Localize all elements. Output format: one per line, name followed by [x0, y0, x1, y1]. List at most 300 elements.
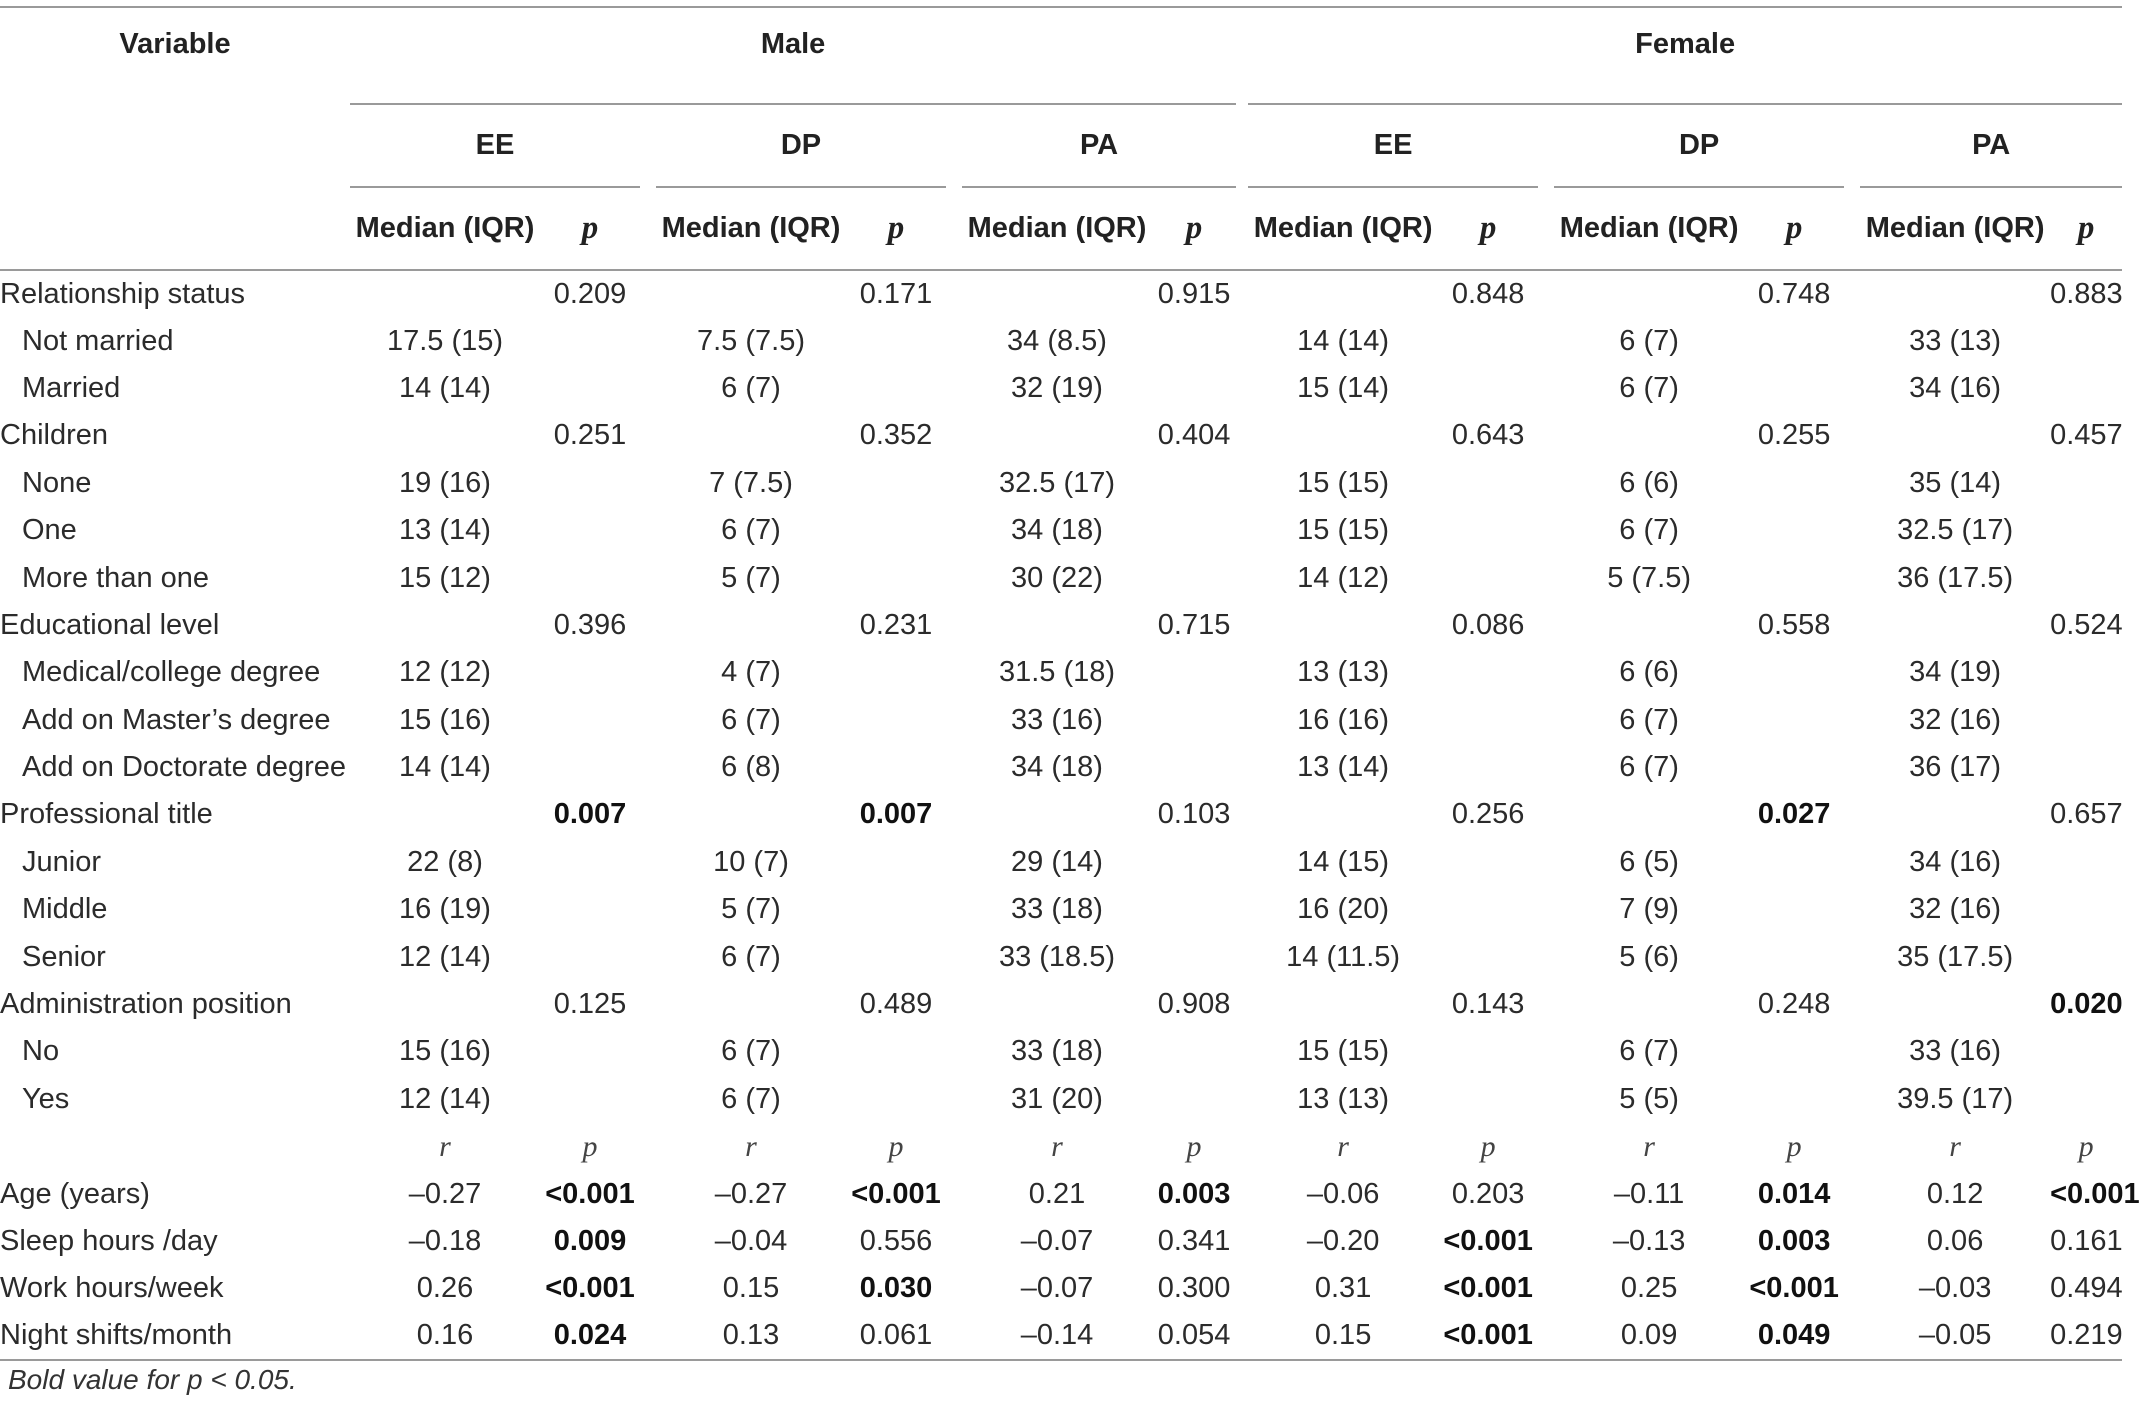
column-gap [1844, 412, 1860, 459]
column-gap [1538, 1123, 1554, 1170]
header-median-iqr: Median (IQR) [656, 187, 846, 270]
median-iqr-cell: 33 (18) [1011, 893, 1103, 926]
header-p: p [1186, 1129, 1202, 1163]
column-gap [946, 886, 962, 933]
header-r: r [1643, 1129, 1655, 1163]
column-gap [946, 1313, 962, 1360]
median-iqr-cell: 33 (13) [1909, 324, 2002, 357]
median-iqr-cell: 32 (16) [1909, 703, 2002, 736]
median-iqr-cell: 13 (13) [1297, 1082, 1390, 1115]
column-gap [1236, 460, 1248, 507]
median-iqr-cell: 15 (16) [399, 703, 491, 736]
column-gap [946, 1076, 962, 1123]
p-value-cell: 0.396 [553, 608, 627, 641]
median-iqr-cell: 34 (16) [1909, 845, 2002, 878]
column-gap [1538, 1076, 1554, 1123]
median-iqr-cell: 35 (17.5) [1897, 940, 2014, 973]
median-iqr-cell: 16 (19) [399, 893, 491, 926]
p-value-cell: 0.341 [1157, 1225, 1231, 1257]
column-gap [946, 1170, 962, 1217]
p-value-cell: 0.256 [1451, 798, 1525, 831]
median-iqr-cell: 29 (14) [1011, 845, 1103, 878]
median-iqr-cell: 33 (18) [1011, 1035, 1103, 1068]
row-sublabel: Yes [22, 1082, 70, 1115]
median-iqr-cell: 36 (17) [1909, 751, 2002, 784]
p-value-cell: 0.054 [1152, 1313, 1236, 1360]
median-iqr-cell [1248, 602, 1438, 649]
header-p: p [582, 1129, 598, 1163]
column-gap [640, 981, 656, 1028]
table-row [0, 270, 2122, 317]
p-value-cell [846, 554, 946, 601]
column-gap [1844, 554, 1860, 601]
p-value-cell [540, 460, 640, 507]
p-value-cell [2050, 886, 2122, 933]
p-value-cell: 0.209 [553, 277, 627, 310]
header-p: p [1744, 187, 1844, 270]
column-gap [1538, 602, 1554, 649]
p-value-cell [1152, 507, 1236, 554]
column-gap [1538, 791, 1554, 838]
median-iqr-cell: 15 (12) [399, 561, 491, 594]
burnout-stratified-table [0, 8, 2140, 1361]
p-value-cell: 0.003 [1757, 1225, 1831, 1257]
column-gap [946, 365, 962, 412]
p-value-cell: 0.558 [1757, 608, 1831, 641]
column-gap [640, 1028, 656, 1075]
column-gap [1538, 1265, 1554, 1312]
median-iqr-cell: 7.5 (7.5) [697, 324, 805, 357]
correlation-r-cell: –0.05 [1860, 1313, 2050, 1360]
correlation-r-cell: –0.18 [408, 1225, 482, 1257]
row-category-label: Relationship status [0, 277, 246, 310]
p-value-cell [540, 933, 640, 980]
table-footnote: Bold value for p < 0.05. [8, 1364, 297, 1395]
column-gap [1538, 1313, 1554, 1360]
row-sublabel: Senior [22, 940, 106, 973]
p-value-cell [540, 1076, 640, 1123]
p-value-cell: 0.748 [1757, 277, 1831, 310]
correlation-r-cell: –0.27 [714, 1177, 788, 1210]
column-gap [946, 933, 962, 980]
table-row [0, 791, 2122, 838]
table-row [0, 412, 2122, 459]
correlation-r-cell: –0.27 [408, 1177, 482, 1210]
column-gap [1236, 412, 1248, 459]
correlation-r-cell: –0.07 [1020, 1225, 1094, 1257]
p-value-cell: <0.001 [1443, 1272, 1533, 1305]
p-value-cell: 0.248 [1757, 988, 1831, 1021]
column-gap [1236, 602, 1248, 649]
column-gap [1844, 933, 1860, 980]
median-iqr-cell [656, 981, 846, 1028]
median-iqr-cell: 32 (19) [1011, 371, 1103, 404]
column-gap [1844, 839, 1860, 886]
median-iqr-cell: 6 (7) [1619, 324, 1679, 357]
column-gap [946, 507, 962, 554]
p-value-cell [846, 886, 946, 933]
median-iqr-cell: 35 (14) [1909, 466, 2002, 499]
column-gap [946, 791, 962, 838]
correlation-r-cell: –0.14 [962, 1313, 1152, 1360]
median-iqr-cell [350, 791, 540, 838]
column-gap [1538, 649, 1554, 696]
p-value-cell [1438, 365, 1538, 412]
median-iqr-cell [1248, 412, 1438, 459]
column-gap [640, 1218, 656, 1265]
median-iqr-cell [1248, 270, 1438, 317]
p-value-cell: 0.024 [540, 1313, 640, 1360]
p-value-cell: <0.001 [1438, 1313, 1538, 1360]
column-gap [640, 697, 656, 744]
median-iqr-cell [962, 270, 1152, 317]
p-value-cell [1152, 317, 1236, 364]
header-p: p [1438, 187, 1538, 270]
column-gap [1844, 744, 1860, 791]
median-iqr-cell [1860, 412, 2050, 459]
column-gap [946, 317, 962, 364]
p-value-cell [1438, 1076, 1538, 1123]
median-iqr-cell: 6 (6) [1619, 656, 1679, 689]
p-value-cell [1152, 839, 1236, 886]
p-value-cell: 0.020 [2050, 988, 2123, 1021]
p-value-cell: 0.494 [2050, 1272, 2123, 1305]
median-iqr-cell: 32 (16) [1909, 893, 2002, 926]
row-category-label: Age (years) [0, 1177, 150, 1210]
median-iqr-cell: 15 (14) [1297, 371, 1390, 404]
correlation-r-cell: 0.31 [1314, 1272, 1372, 1305]
column-gap [946, 1123, 962, 1170]
p-value-cell [2050, 933, 2122, 980]
row-category-label [0, 1123, 350, 1170]
column-gap [640, 317, 656, 364]
median-iqr-cell: 6 (6) [1619, 466, 1679, 499]
median-iqr-cell: 16 (20) [1297, 893, 1390, 926]
median-iqr-cell: 6 (7) [721, 514, 781, 547]
column-gap [946, 981, 962, 1028]
p-value-cell [2050, 365, 2122, 412]
header-measure-male-dp: DP [656, 104, 946, 187]
median-iqr-cell: 34 (16) [1909, 371, 2002, 404]
p-value-cell [846, 507, 946, 554]
median-iqr-cell [350, 602, 540, 649]
column-gap [1236, 839, 1248, 886]
column-gap [1538, 412, 1554, 459]
table-row [0, 1265, 2122, 1312]
median-iqr-cell: 6 (7) [721, 371, 781, 404]
correlation-r-cell: 0.15 [1248, 1313, 1438, 1360]
table-row [0, 1028, 2122, 1075]
p-value-cell [846, 1076, 946, 1123]
correlation-r-cell: 0.15 [722, 1272, 780, 1305]
header-r: r [745, 1129, 757, 1163]
median-iqr-cell: 32.5 (17) [998, 466, 1116, 499]
median-iqr-cell [656, 602, 846, 649]
row-sublabel: No [22, 1035, 60, 1068]
p-value-cell [1744, 744, 1844, 791]
table-row [0, 1313, 2122, 1360]
p-value-cell [1152, 649, 1236, 696]
median-iqr-cell [962, 602, 1152, 649]
median-iqr-cell [1248, 981, 1438, 1028]
p-value-cell [1744, 1076, 1844, 1123]
header-p: p [1152, 187, 1236, 270]
header-p: p [1786, 1129, 1802, 1163]
median-iqr-cell: 13 (14) [1297, 751, 1390, 784]
median-iqr-cell: 33 (18.5) [998, 940, 1116, 973]
correlation-r-cell: –0.06 [1306, 1177, 1380, 1210]
p-value-cell [1152, 1076, 1236, 1123]
p-value-cell: <0.001 [545, 1177, 635, 1210]
median-iqr-cell: 16 (16) [1297, 703, 1390, 736]
column-gap [640, 1313, 656, 1360]
median-iqr-cell: 32.5 (17) [1897, 514, 2014, 547]
median-iqr-cell: 17.5 (15) [386, 324, 504, 357]
median-iqr-cell [1248, 791, 1438, 838]
column-gap [1236, 981, 1248, 1028]
median-iqr-cell: 12 (14) [399, 940, 491, 973]
header-measure-male-ee: EE [350, 104, 640, 187]
header-variable: Variable [119, 28, 231, 60]
column-gap [1236, 791, 1248, 838]
column-gap [1236, 1313, 1248, 1360]
table-row [0, 744, 2122, 791]
median-iqr-cell: 14 (14) [399, 371, 491, 404]
p-value-cell: 0.027 [1757, 798, 1831, 831]
p-value-cell: 0.848 [1451, 277, 1525, 310]
column-gap [1236, 365, 1248, 412]
median-iqr-cell: 6 (7) [1619, 751, 1679, 784]
median-iqr-cell [1554, 412, 1744, 459]
median-iqr-cell [1554, 791, 1744, 838]
table-row [0, 1076, 2122, 1123]
p-value-cell: 0.007 [859, 798, 933, 831]
p-value-cell [2050, 744, 2122, 791]
p-value-cell: <0.001 [1443, 1225, 1533, 1257]
column-gap [1844, 507, 1860, 554]
p-value-cell [1438, 697, 1538, 744]
p-value-cell: 0.352 [859, 419, 933, 452]
median-iqr-cell: 14 (14) [1297, 324, 1390, 357]
median-iqr-cell: 14 (14) [399, 751, 491, 784]
median-iqr-cell [1554, 270, 1744, 317]
p-value-cell [1152, 886, 1236, 933]
row-sublabel: None [22, 466, 92, 499]
p-value-cell [1744, 460, 1844, 507]
median-iqr-cell: 34 (18) [1011, 514, 1103, 547]
column-gap [1538, 1218, 1554, 1265]
correlation-r-cell: 0.09 [1554, 1313, 1744, 1360]
p-value-cell: 0.203 [1451, 1177, 1525, 1210]
header-median-iqr: Median (IQR) [1860, 187, 2050, 270]
p-value-cell [2050, 554, 2122, 601]
median-iqr-cell: 22 (8) [407, 845, 483, 878]
column-gap [1538, 839, 1554, 886]
p-value-cell: 0.657 [2050, 798, 2123, 831]
median-iqr-cell [1860, 981, 2050, 1028]
p-value-cell: 0.883 [2050, 277, 2123, 310]
p-value-cell [1438, 460, 1538, 507]
row-sublabel: Junior [22, 845, 101, 878]
column-gap [640, 791, 656, 838]
column-gap [640, 1170, 656, 1217]
median-iqr-cell [656, 791, 846, 838]
table-row [0, 886, 2122, 933]
column-gap [1538, 317, 1554, 364]
median-iqr-cell: 5 (5) [1619, 1082, 1679, 1115]
p-value-cell: <0.001 [2050, 1177, 2140, 1210]
correlation-r-cell: 0.21 [1028, 1177, 1086, 1210]
column-gap [1538, 1170, 1554, 1217]
column-gap [1844, 1076, 1860, 1123]
p-value-cell [1438, 1028, 1538, 1075]
row-sublabel: Married [22, 371, 121, 404]
column-gap [1844, 649, 1860, 696]
correlation-r-cell: 0.25 [1620, 1272, 1678, 1305]
column-gap [1236, 649, 1248, 696]
median-iqr-cell: 36 (17.5) [1897, 561, 2014, 594]
column-gap [1844, 1123, 1860, 1170]
column-gap [1236, 744, 1248, 791]
p-value-cell [1438, 933, 1538, 980]
p-value-cell [1744, 317, 1844, 364]
column-gap [1844, 270, 1860, 317]
p-value-cell: 0.643 [1451, 419, 1525, 452]
column-gap [640, 507, 656, 554]
column-gap [1236, 507, 1248, 554]
median-iqr-cell: 34 (19) [1909, 656, 2002, 689]
p-value-cell [1744, 1028, 1844, 1075]
p-value-cell: 0.255 [1757, 419, 1831, 452]
p-value-cell [1438, 886, 1538, 933]
column-gap [1236, 1076, 1248, 1123]
column-gap [946, 697, 962, 744]
table-row [0, 1170, 2122, 1217]
header-r: r [1051, 1129, 1063, 1163]
p-value-cell [1744, 507, 1844, 554]
median-iqr-cell: 6 (7) [1619, 1035, 1679, 1068]
p-value-cell: 0.231 [859, 608, 933, 641]
median-iqr-cell: 12 (14) [399, 1082, 491, 1115]
p-value-cell: 0.915 [1157, 277, 1231, 310]
p-value-cell [1438, 507, 1538, 554]
row-sublabel: Add on Master’s degree [22, 703, 331, 736]
column-gap [946, 270, 962, 317]
table-row [0, 697, 2122, 744]
median-iqr-cell [1860, 270, 2050, 317]
median-iqr-cell: 6 (8) [721, 751, 781, 784]
p-value-cell [846, 933, 946, 980]
p-value-cell: 0.125 [553, 988, 627, 1021]
median-iqr-cell: 6 (7) [1619, 514, 1679, 547]
p-value-cell: 0.014 [1757, 1177, 1831, 1210]
p-value-cell [2050, 460, 2122, 507]
column-gap [1236, 317, 1248, 364]
p-value-cell [540, 886, 640, 933]
p-value-cell [1152, 460, 1236, 507]
p-value-cell [846, 317, 946, 364]
table-row [0, 839, 2122, 886]
p-value-cell [1744, 886, 1844, 933]
median-iqr-cell: 31 (20) [1011, 1082, 1103, 1115]
table-row [0, 365, 2122, 412]
column-gap [1844, 1313, 1860, 1360]
column-gap [640, 602, 656, 649]
p-value-cell [540, 697, 640, 744]
median-iqr-cell: 13 (13) [1297, 656, 1390, 689]
correlation-r-cell: 0.13 [656, 1313, 846, 1360]
header-group-male: Male [350, 8, 1236, 104]
p-value-cell: 0.524 [2050, 608, 2123, 641]
column-gap [1844, 317, 1860, 364]
header-p: p [2078, 1129, 2094, 1163]
p-value-cell: 0.556 [859, 1225, 933, 1257]
column-gap [1236, 1123, 1248, 1170]
median-iqr-cell: 5 (7.5) [1607, 561, 1692, 594]
column-gap [1538, 981, 1554, 1028]
column-gap [1844, 460, 1860, 507]
median-iqr-cell [350, 412, 540, 459]
correlation-r-cell: –0.03 [1918, 1272, 1992, 1305]
p-value-cell [846, 365, 946, 412]
median-iqr-cell: 14 (12) [1297, 561, 1390, 594]
column-gap [1538, 933, 1554, 980]
median-iqr-cell: 6 (7) [1619, 371, 1679, 404]
header-median-iqr: Median (IQR) [962, 187, 1152, 270]
column-gap [640, 886, 656, 933]
median-iqr-cell [1860, 791, 2050, 838]
median-iqr-cell: 13 (14) [399, 514, 491, 547]
median-iqr-cell: 12 (12) [399, 656, 491, 689]
row-category-label: Work hours/week [0, 1272, 224, 1305]
median-iqr-cell: 15 (15) [1297, 466, 1390, 499]
p-value-cell [1744, 365, 1844, 412]
column-gap [1236, 270, 1248, 317]
p-value-cell [540, 554, 640, 601]
median-iqr-cell: 7 (7.5) [709, 466, 793, 499]
median-iqr-cell: 4 (7) [721, 656, 781, 689]
correlation-r-cell: –0.07 [1020, 1272, 1094, 1305]
column-gap [640, 460, 656, 507]
p-value-cell [846, 460, 946, 507]
p-value-cell: 0.030 [859, 1272, 933, 1305]
column-gap [1844, 1218, 1860, 1265]
p-value-cell [1744, 649, 1844, 696]
p-value-cell: 0.171 [859, 277, 933, 310]
column-gap [1844, 1265, 1860, 1312]
row-category-label: Educational level [0, 608, 220, 641]
header-p: p [2050, 187, 2122, 270]
p-value-cell [1152, 744, 1236, 791]
column-gap [1538, 507, 1554, 554]
median-iqr-cell: 33 (16) [1011, 703, 1103, 736]
p-value-cell [540, 839, 640, 886]
p-value-cell [2050, 507, 2122, 554]
row-sublabel: One [22, 514, 77, 547]
p-value-cell [1744, 697, 1844, 744]
row-category-label: Night shifts/month [0, 1313, 350, 1360]
column-gap [946, 554, 962, 601]
column-gap [946, 602, 962, 649]
p-value-cell [2050, 649, 2122, 696]
median-iqr-cell: 6 (5) [1619, 845, 1679, 878]
column-gap [1844, 791, 1860, 838]
p-value-cell [1438, 744, 1538, 791]
correlation-r-cell: –0.11 [1613, 1177, 1685, 1210]
column-gap [1538, 270, 1554, 317]
median-iqr-cell: 7 (9) [1619, 893, 1679, 926]
median-iqr-cell [1860, 602, 2050, 649]
